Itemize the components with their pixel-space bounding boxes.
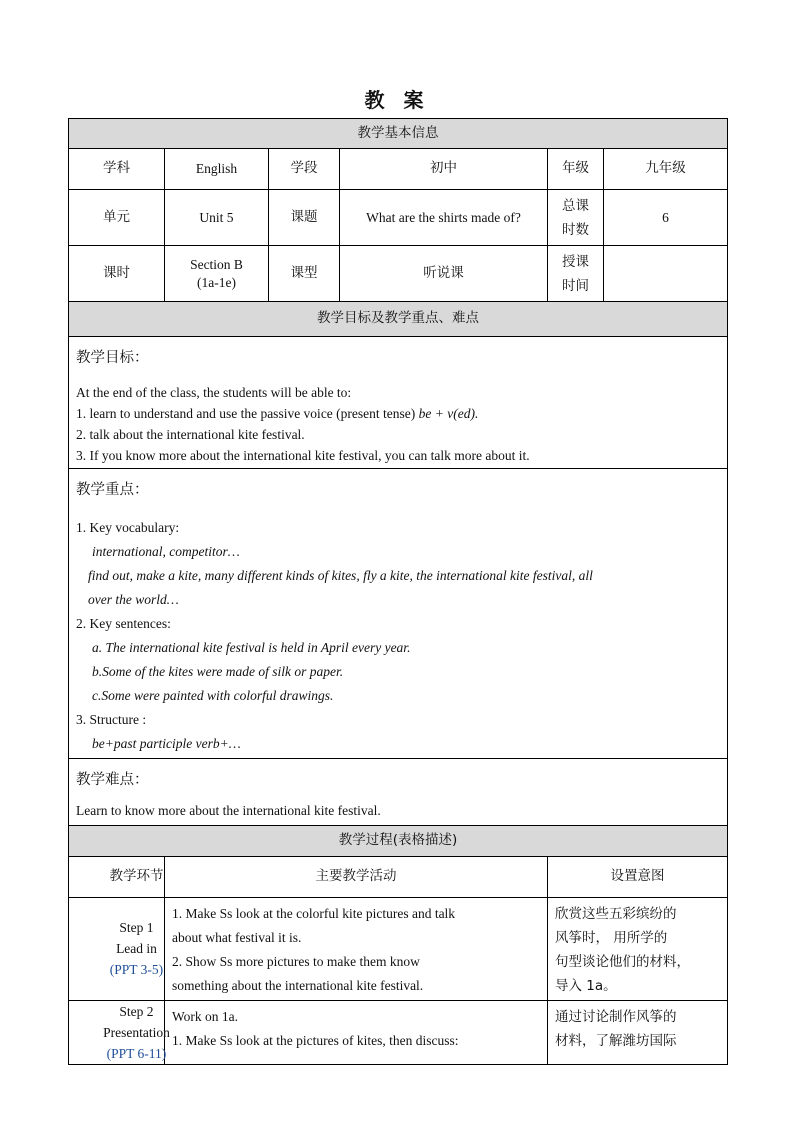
key-points-section xyxy=(69,468,728,758)
step-1-activity-line: 2. Show Ss more pictures to make them know xyxy=(172,953,420,969)
total-hours-label xyxy=(548,190,604,246)
step-2-activity-line: 1. Make Ss look at the pictures of kites, then discuss: xyxy=(172,1032,459,1048)
step-2-intent-line: 通过讨论制作风筝的 xyxy=(555,1008,677,1025)
key-sentence-a: a. The international kite festival is held in April every year. xyxy=(92,639,411,655)
step-2-number: Step 2 xyxy=(119,1003,154,1019)
col-step-cell xyxy=(69,856,165,897)
key-vocab-2: find out, make a kite, many different kinds of kites, fly a kite, the international kite festival, all xyxy=(88,567,593,583)
key-structure: be+past participle verb+… xyxy=(92,735,241,751)
total-hours-label-line1: 总课 xyxy=(562,197,589,214)
objective-1-text: 1. learn to understand and use the passive voice (present tense) xyxy=(76,405,419,421)
teaching-time-value xyxy=(604,246,728,302)
step-2-ppt: (PPT 6-11) xyxy=(106,1045,167,1061)
step-1-intent-line: 句型谈论他们的材料， xyxy=(555,953,690,970)
stage-value: 初中 xyxy=(340,149,548,190)
step-2-activity xyxy=(165,1000,548,1064)
col-intent-header: 设置意图 xyxy=(548,856,728,897)
objective-1 xyxy=(76,403,719,424)
period-value xyxy=(165,246,269,302)
step-1-intent-line: 导入 1a。 xyxy=(555,977,617,994)
step-1-intent xyxy=(548,897,728,1000)
topic-value: What are the shirts made of? xyxy=(340,190,548,246)
type-label: 课型 xyxy=(269,246,340,302)
key-points-title: 教学重点： xyxy=(76,481,149,498)
key-sentences-label: 2. Key sentences: xyxy=(76,615,171,631)
grade-value: 九年级 xyxy=(604,149,728,190)
subject-label: 学科 xyxy=(69,149,165,190)
objectives-section xyxy=(69,337,728,469)
grade-label: 年级 xyxy=(548,149,604,190)
teaching-time-label-line2: 时间 xyxy=(562,277,589,294)
step-1-activity xyxy=(165,897,548,1000)
step-1-intent-line: 风筝时， 用所学的 xyxy=(555,929,668,946)
period-value-line1: Section B xyxy=(190,256,243,272)
step-1-intent-line: 欣赏这些五彩缤纷的 xyxy=(555,905,677,922)
period-label: 课时 xyxy=(69,246,165,302)
process-header: 教学过程(表格描述) xyxy=(69,825,728,856)
total-hours-value: 6 xyxy=(604,190,728,246)
difficulties-title: 教学难点： xyxy=(76,771,149,788)
step-2-intent-line: 材料，了解潍坊国际 xyxy=(555,1032,677,1049)
step-2-name: Presentation xyxy=(103,1024,170,1040)
teaching-time-label-line1: 授课 xyxy=(562,253,589,270)
lesson-plan-table xyxy=(68,118,728,1065)
teaching-time-label xyxy=(548,246,604,302)
total-hours-label-line2: 时数 xyxy=(562,221,589,238)
stage-label: 学段 xyxy=(269,149,340,190)
step-1-name: Lead in xyxy=(116,941,157,957)
key-structure-label: 3. Structure : xyxy=(76,711,147,727)
key-vocab-label: 1. Key vocabulary: xyxy=(76,519,180,535)
key-vocab-1: international, competitor… xyxy=(92,543,240,559)
step-1-activity-line: something about the international kite festival. xyxy=(172,977,424,993)
col-activity-header: 主要教学活动 xyxy=(165,856,548,897)
difficulties-section xyxy=(69,758,728,825)
objectives-title: 教学目标： xyxy=(76,350,149,366)
unit-value: Unit 5 xyxy=(165,190,269,246)
basic-info-header: 教学基本信息 xyxy=(69,119,728,149)
step-2-cell xyxy=(69,1000,170,1064)
document-title: 教 案 xyxy=(364,88,430,112)
subject-value: English xyxy=(165,149,269,190)
step-1-ppt: (PPT 3-5) xyxy=(109,962,164,978)
goals-header: 教学目标及教学重点、难点 xyxy=(69,302,728,337)
key-sentence-c: c.Some were painted with colorful drawings. xyxy=(92,687,334,703)
objective-2: 2. talk about the international kite festival. xyxy=(76,426,305,442)
col-step-header: 教学环节 xyxy=(109,867,164,884)
objective-3: 3. If you know more about the international kite festival, you can talk more about it. xyxy=(76,447,530,463)
step-2-intent xyxy=(548,1000,728,1064)
step-1-cell xyxy=(69,897,165,1000)
unit-label: 单元 xyxy=(69,190,165,246)
topic-label: 课题 xyxy=(269,190,340,246)
objectives-intro: At the end of the class, the students will be able to: xyxy=(76,384,352,400)
difficulties-text: Learn to know more about the international kite festival. xyxy=(76,802,381,818)
objective-1-formula: be + v(ed). xyxy=(418,405,479,421)
type-value: 听说课 xyxy=(340,246,548,302)
step-1-activity-line: 1. Make Ss look at the colorful kite pictures and talk xyxy=(172,905,456,921)
period-value-line2: (1a-1e) xyxy=(197,274,236,290)
key-sentence-b: b.Some of the kites were made of silk or paper. xyxy=(92,663,344,679)
step-1-number: Step 1 xyxy=(119,920,154,936)
step-1-activity-line: about what festival it is. xyxy=(172,929,302,945)
step-2-activity-line: Work on 1a. xyxy=(172,1008,239,1024)
key-vocab-3: over the world… xyxy=(88,591,179,607)
